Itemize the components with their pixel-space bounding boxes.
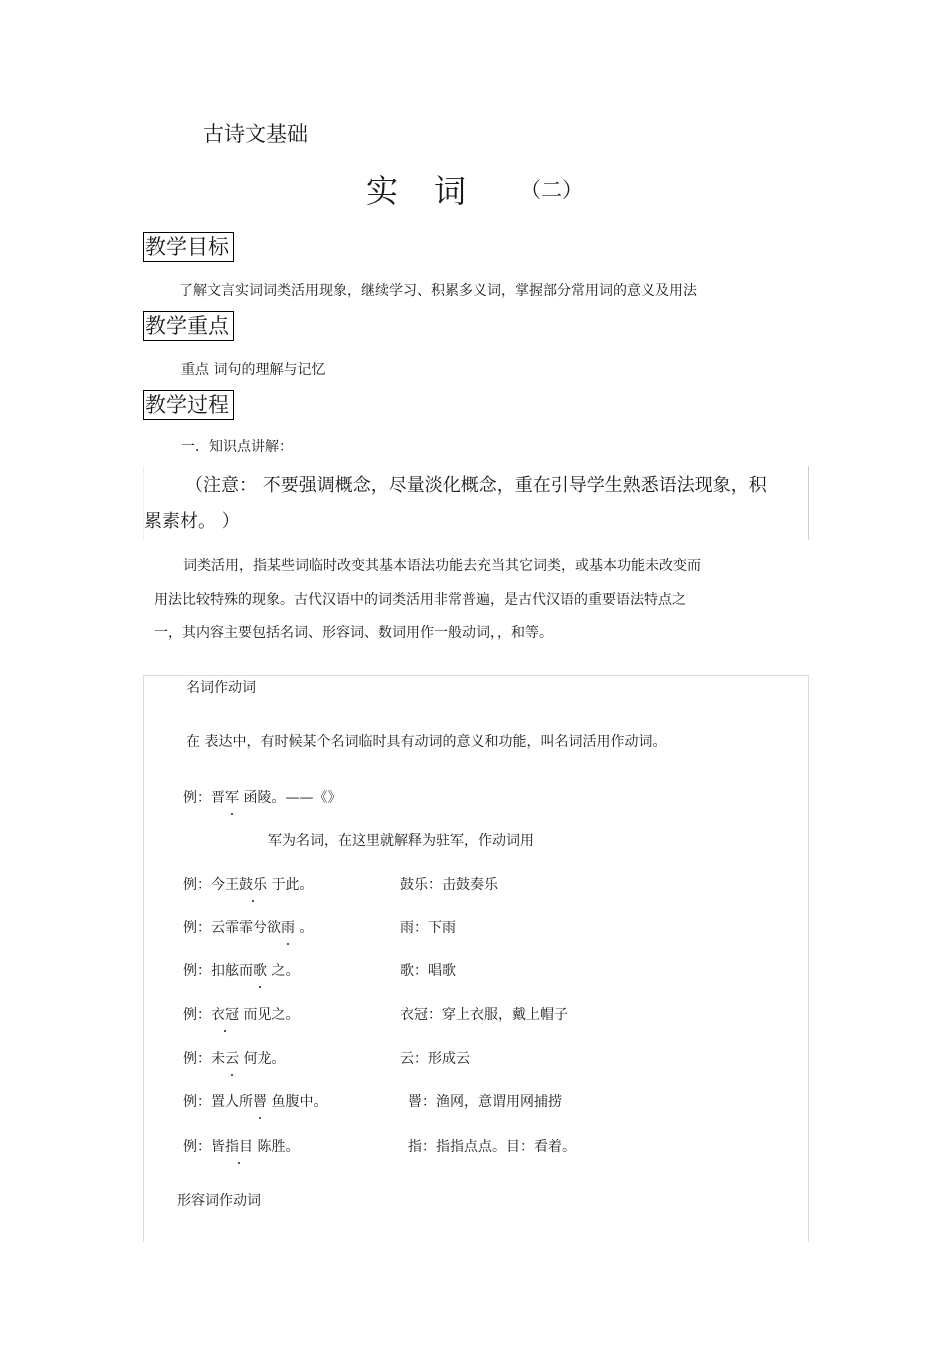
example-row [183, 960, 299, 980]
key-text: 重点 词句的理解与记忆 [181, 362, 326, 378]
example-suffix: 鱼腹中。 [267, 1094, 328, 1110]
adj-heading: 形容词作动词 [177, 1193, 261, 1209]
example-word: 指目 [225, 1136, 253, 1156]
example-row [183, 1136, 299, 1156]
example-prefix: 例：今王 [183, 877, 239, 893]
example-note: 鼓乐：击鼓奏乐 [400, 877, 498, 893]
note-line-1: （注意： 不要强调概念，尽量淡化概念，重在引导学生熟悉语法现象，积 [185, 475, 767, 496]
example-prefix: 例： [183, 1007, 211, 1023]
example-prefix: 例：置人所 [183, 1094, 253, 1110]
example-note: 罾：渔网，意谓用网捕捞 [408, 1094, 562, 1110]
example-row [183, 1004, 299, 1024]
example-word: 雨 [281, 917, 295, 937]
example-prefix: 例：云霏霏兮欲 [183, 920, 281, 936]
example-suffix: 。 [295, 920, 314, 936]
example-row [183, 787, 341, 807]
goal-heading: 教学目标 [143, 232, 234, 262]
example-row [183, 1091, 327, 1111]
examples-frame [143, 675, 809, 1242]
example-row [183, 874, 313, 894]
intro-line-3: 一，其内容主要包括名词、形容词、数词用作一般动词，，和等。 [154, 625, 553, 641]
course-title: 古诗文基础 [203, 122, 308, 146]
example-prefix: 例：扣舷而 [183, 963, 253, 979]
intro-line-1: 词类活用，指某些词临时改变其基本语法功能去充当其它词类，或基本功能未改变而 [183, 558, 701, 574]
goal-text: 了解文言实词词类活用现象，继续学习、积累多义词，掌握部分常用词的意义及用法 [179, 283, 697, 299]
example-suffix: 何龙。 [239, 1051, 286, 1067]
example-word: 云 [225, 1048, 239, 1068]
example-word: 衣冠 [211, 1004, 239, 1024]
main-title: 实词 [366, 172, 503, 210]
key-heading: 教学重点 [143, 311, 234, 341]
example-prefix: 例：皆 [183, 1139, 225, 1155]
example-suffix: 于此。 [267, 877, 314, 893]
example-word: 军 [225, 787, 239, 807]
example-word: 歌 [253, 960, 267, 980]
example-note: 指：指指点点。目：看着。 [408, 1139, 576, 1155]
example-row [183, 1048, 285, 1068]
example-note: 云：形成云 [400, 1051, 470, 1067]
example-word: 罾 [253, 1091, 267, 1111]
noun-heading: 名词作动词 [186, 680, 256, 696]
example-suffix: 函陵。——《》 [239, 790, 342, 806]
example-note: 雨：下雨 [400, 920, 456, 936]
example-suffix: 陈胜。 [253, 1139, 300, 1155]
intro-line-2: 用法比较特殊的现象。古代汉语中的词类活用非常普遍，是古代汉语的重要语法特点之 [154, 592, 686, 608]
process-item: 一．知识点讲解： [181, 439, 293, 455]
example-suffix: 而见之。 [239, 1007, 300, 1023]
example-row [183, 917, 313, 937]
example-prefix: 例：未 [183, 1051, 225, 1067]
noun-definition: 在 表达中，有时候某个名词临时具有动词的意义和功能，叫名词活用作动词。 [186, 734, 667, 750]
example-note: 歌：唱歌 [400, 963, 456, 979]
example-note: 军为名词，在这里就解释为驻军，作动词用 [268, 833, 534, 849]
example-prefix: 例：晋 [183, 790, 225, 806]
main-subtitle: （二） [520, 178, 583, 202]
example-word: 鼓乐 [239, 874, 267, 894]
note-line-2: 累素材。 ） [144, 511, 240, 532]
example-note: 衣冠：穿上衣服，戴上帽子 [400, 1007, 568, 1023]
process-heading: 教学过程 [143, 390, 234, 420]
example-suffix: 之。 [267, 963, 300, 979]
